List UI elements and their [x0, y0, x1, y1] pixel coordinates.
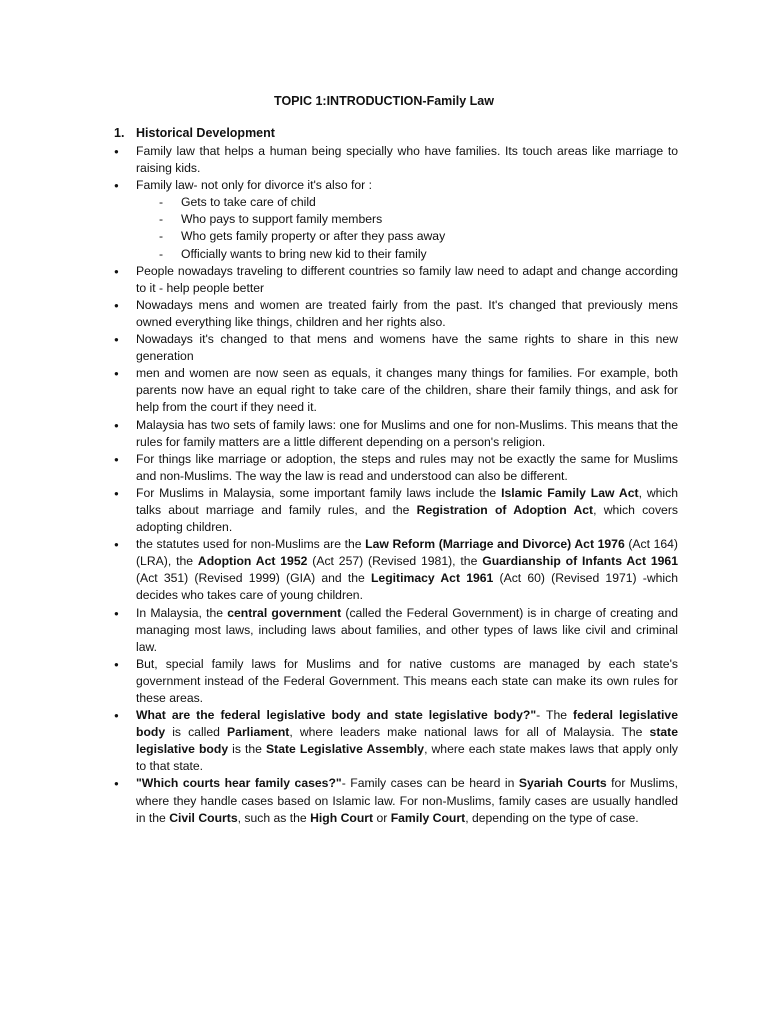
question-text: "Which courts hear family cases?"	[136, 776, 342, 791]
list-item	[112, 177, 678, 262]
bullet-text: , where leaders make national laws for all of Malaysia. The	[289, 725, 650, 740]
bullet-text: Nowadays mens and women are treated fairly from the past. It's changed that previously mens owned everything like things, children and her rights also.	[136, 297, 678, 329]
law-name: Legitimacy Act 1961	[370, 571, 494, 586]
bullet-text: - The	[536, 708, 574, 723]
bullet-text: men and women are now seen as equals, it changes many things for families. For example, both parents now have an equal right to take care of the children, share their family things, and ask for help from the court if they need it.	[136, 366, 678, 415]
list-item	[112, 365, 678, 416]
law-name: Law Reform (Marriage and Divorce) Act 1976	[365, 537, 625, 552]
bullet-text: or	[373, 810, 391, 825]
law-name: Registration of Adoption Act	[416, 502, 594, 517]
sub-list-item: - Gets to take care of child	[157, 194, 678, 211]
sub-list-item: - Officially wants to bring new kid to their family	[157, 246, 678, 263]
bullet-text: Family law that helps a human being specially who have families. Its touch areas like marriage to raising kids.	[136, 144, 678, 176]
key-term: Parliament	[227, 725, 290, 740]
list-item	[112, 297, 678, 331]
bullet-text: But, special family laws for Muslims and for native customs are managed by each state's government instead of the Federal Government. This means each state can make its own rules for these areas.	[136, 656, 678, 705]
list-item	[112, 331, 678, 365]
section-number: 1.	[114, 126, 125, 140]
sub-list-item: - Who gets family property or after they pass away	[157, 228, 678, 245]
sub-list-item: - Who pays to support family members	[157, 211, 678, 228]
bullet-text: , such as the	[237, 810, 311, 825]
document-body	[112, 143, 678, 827]
list-item	[112, 143, 678, 177]
bullet-text: (Act 351) (Revised 1999) (GIA) and the	[136, 571, 371, 586]
bullet-text: Malaysia has two sets of family laws: one for Muslims and one for non-Muslims. This means that the rules for family matters are a little different depending on a person's religion.	[136, 417, 678, 449]
bullet-text: (called the Federal Government) is in charge of creating and managing most laws, including laws about families, and other types of laws like civil and criminal law.	[136, 605, 678, 654]
key-term: central government	[227, 605, 342, 620]
bullet-text: , which covers adopting children.	[136, 502, 678, 535]
bullet-text: Nowadays it's changed to that mens and womens have the same rights to share in this new generation	[136, 332, 678, 364]
bullet-text: , which talks about marriage and family rules, and the	[136, 485, 678, 517]
key-term: state legislative body	[136, 725, 678, 757]
key-term: State Legislative Assembly	[266, 742, 425, 757]
question-text: What are the federal legislative body and state legislative body?"	[136, 708, 537, 723]
document-title: TOPIC 1:INTRODUCTION-Family Law	[274, 94, 494, 108]
bullet-text: For Muslims in Malaysia, some important family laws include the	[136, 485, 502, 500]
bullet-text: (Act 164) (LRA), the	[136, 537, 678, 569]
list-item	[112, 451, 678, 485]
list-item	[112, 536, 678, 604]
key-term: Civil Courts	[169, 810, 238, 825]
bullet-text: is the	[228, 742, 267, 757]
bullet-text: (Act 60) (Revised 1971) -which decides who takes care of young children.	[136, 571, 678, 603]
section-heading	[114, 126, 275, 141]
key-term: High Court	[310, 810, 374, 825]
sub-list	[136, 194, 678, 262]
bullet-text: is called	[165, 725, 228, 740]
list-item	[112, 707, 678, 775]
key-term: federal legislative body	[136, 708, 678, 740]
bullet-text: Family law- not only for divorce it's also for :	[136, 178, 372, 193]
section-heading-text: Historical Development	[136, 126, 275, 140]
law-name: Islamic Family Law Act	[501, 485, 639, 500]
list-item	[112, 485, 678, 536]
bullet-text: for Muslims, where they handle cases based on Islamic law. For non-Muslims, family cases are usually handled in the	[136, 776, 678, 825]
key-term: Family Court	[390, 810, 466, 825]
bullet-text: , depending on the type of case.	[465, 810, 639, 825]
bullet-text: In Malaysia, the	[136, 605, 228, 620]
list-item	[112, 775, 678, 826]
bullet-text: the statutes used for non-Muslims are the	[136, 537, 366, 552]
list-item	[112, 417, 678, 451]
key-term: Syariah Courts	[518, 776, 607, 791]
list-item	[112, 656, 678, 707]
list-item	[112, 263, 678, 297]
bullet-text: People nowadays traveling to different countries so family law need to adapt and change according to it - help people better	[136, 263, 678, 295]
bullet-text: (Act 257) (Revised 1981), the	[307, 554, 483, 569]
law-name: Guardianship of Infants Act 1961	[482, 554, 678, 569]
bullet-text: , where each state makes laws that apply only to that state.	[136, 742, 679, 774]
list-item	[112, 605, 678, 656]
bullet-list	[112, 143, 678, 827]
bullet-text: For things like marriage or adoption, the steps and rules may not be exactly the same for Muslims and non-Muslims. The way the law is read and understood can also be different.	[136, 451, 678, 483]
bullet-text: - Family cases can be heard in	[341, 776, 519, 791]
law-name: Adoption Act 1952	[197, 554, 308, 569]
